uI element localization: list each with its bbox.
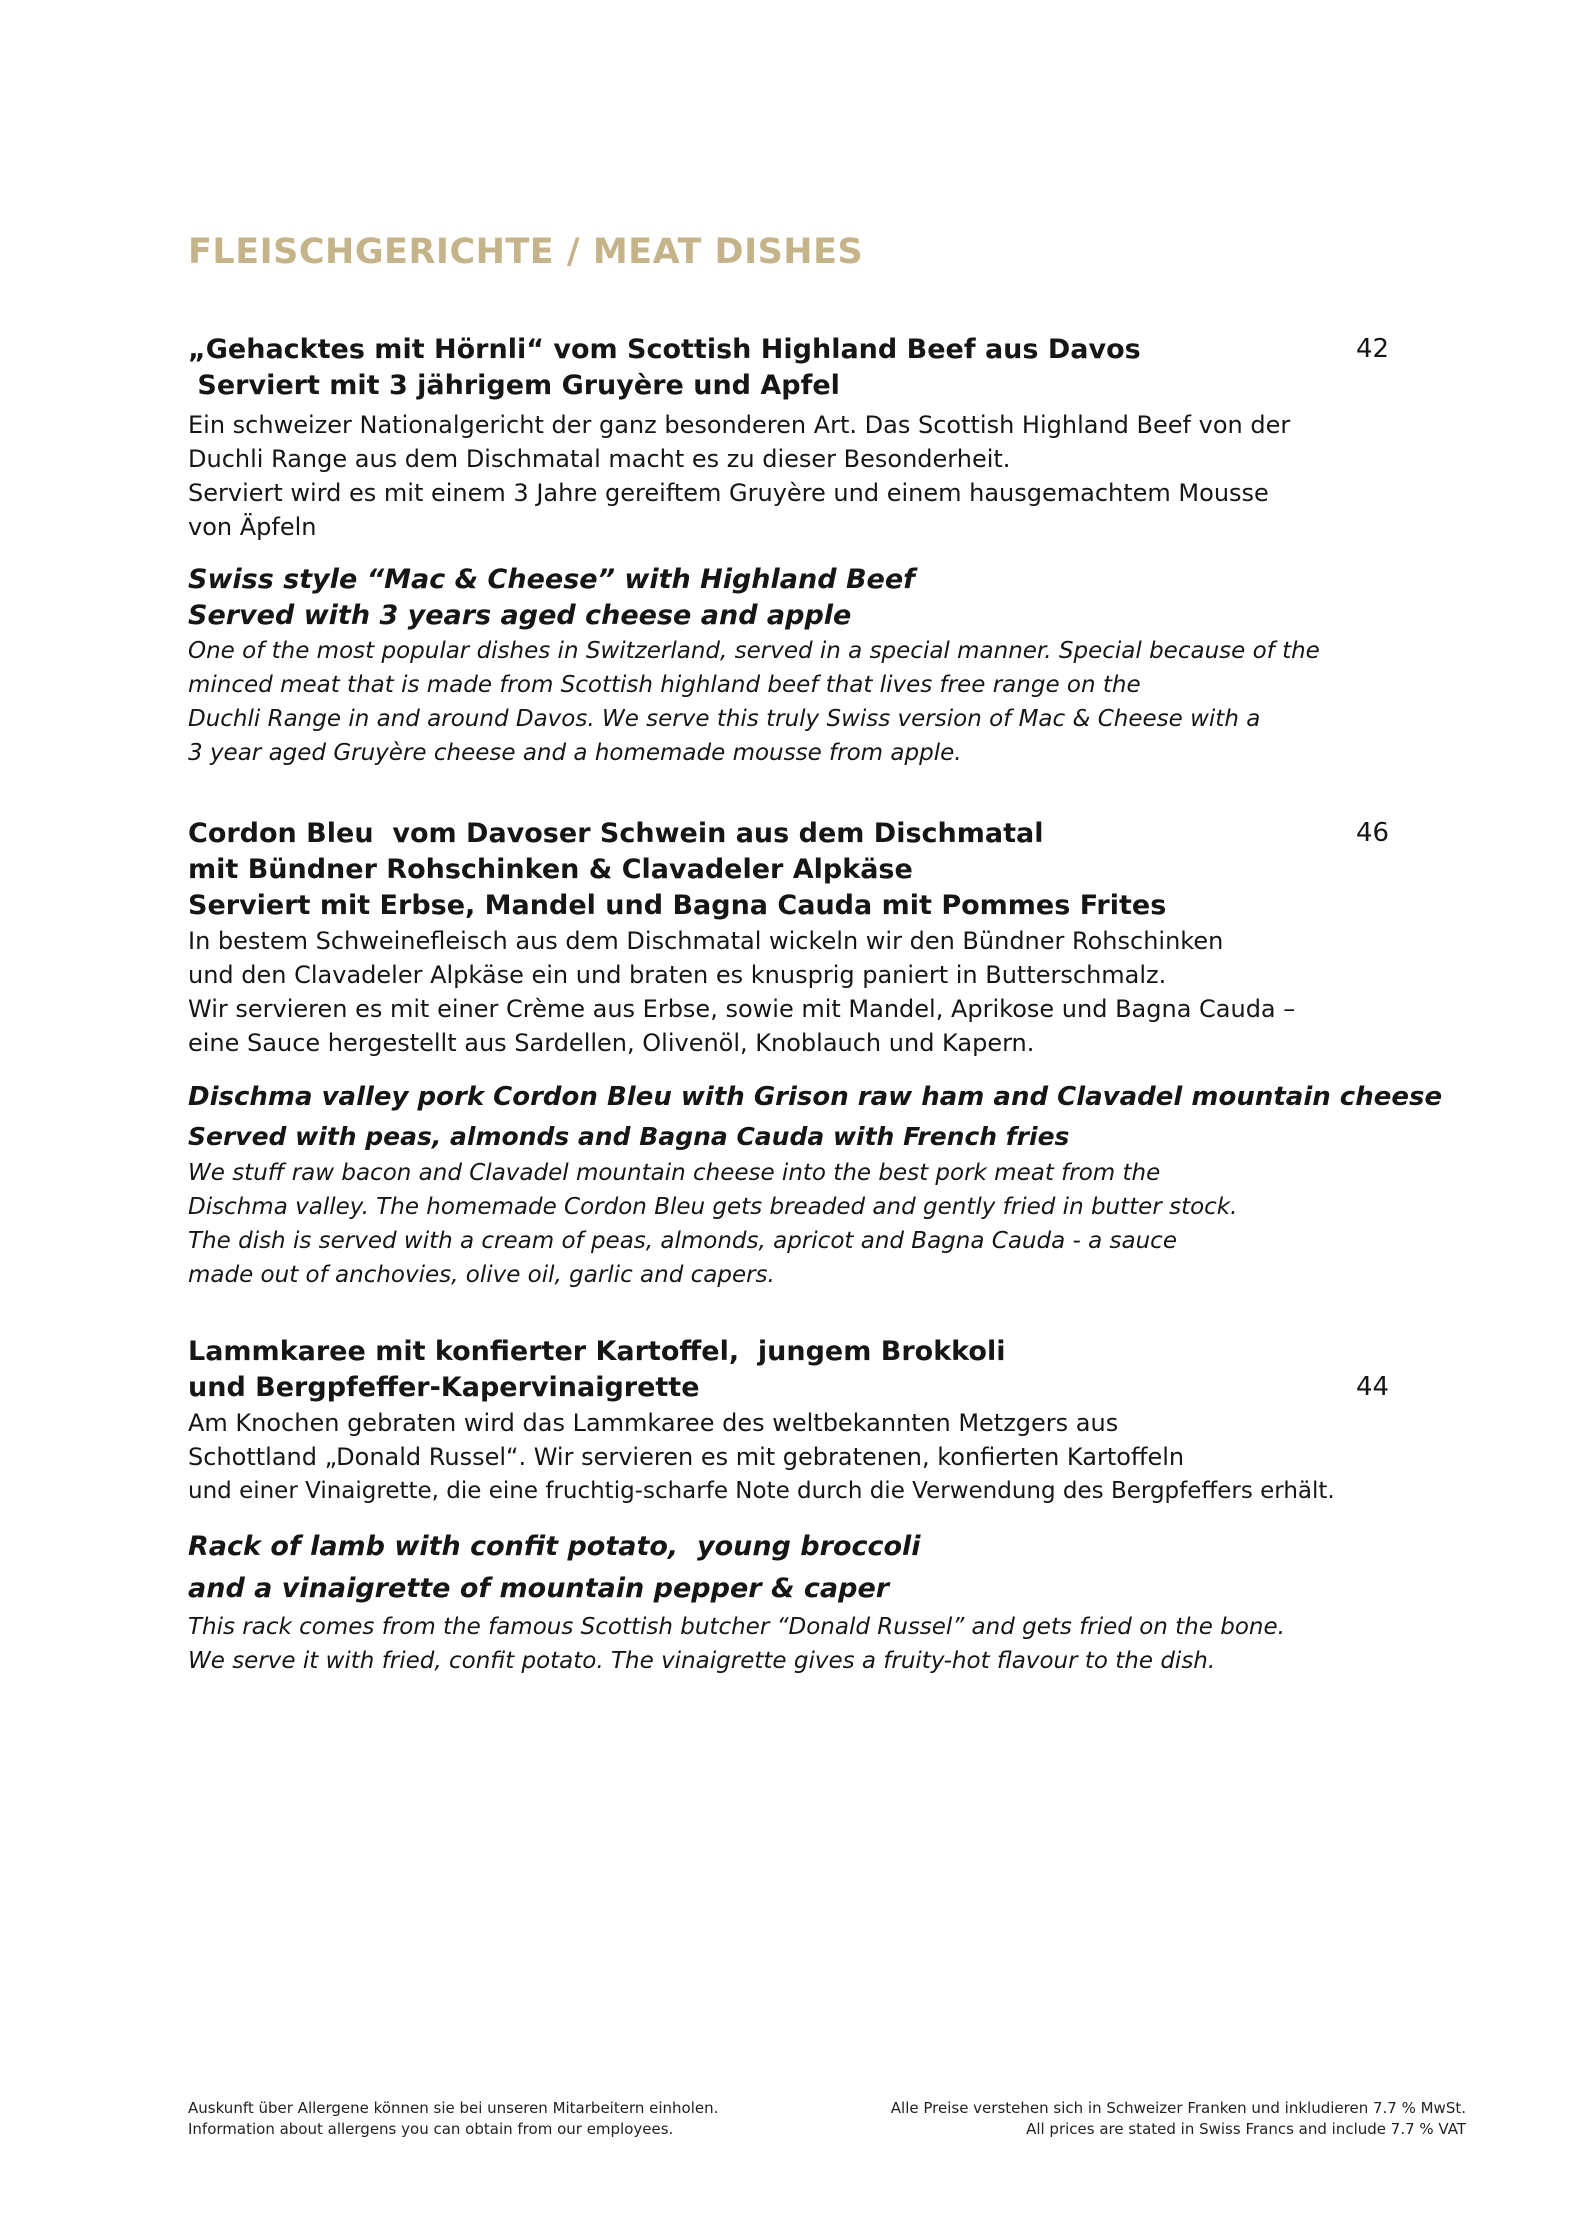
desc-line: Duchli Range in and around Davos. We serve this truly Swiss version of Mac & Cheese with a: [188, 706, 1261, 732]
item-description-en: [188, 634, 1408, 770]
desc-line: 3 year aged Gruyère cheese and a homemade mousse from apple.: [188, 740, 962, 766]
footer-allergen-note: [188, 2098, 718, 2140]
title-line: Rack of lamb with confit potato, young broccoli: [188, 1531, 921, 1562]
footer-line: All prices are stated in Swiss Francs and include 7.7 % VAT: [1026, 2120, 1466, 2138]
title-line: „Gehacktes mit Hörnli“ vom Scottish Highland Beef aus Davos: [188, 334, 1141, 365]
item-title-de: [188, 332, 1408, 404]
title-line: Serviert mit 3 jährigem Gruyère und Apfel: [188, 370, 840, 401]
desc-line: minced meat that is made from Scottish highland beef that lives free range on the: [188, 672, 1141, 698]
desc-line: In bestem Schweinefleisch aus dem Dischmatal wickeln wir den Bündner Rohschinken: [188, 927, 1224, 955]
item-description-en: [188, 1610, 1408, 1678]
menu-item-cordon-bleu: [188, 816, 1443, 1292]
footer-price-note: [891, 2098, 1466, 2140]
item-description-de: [188, 408, 1408, 544]
item-title-en: [188, 1076, 1443, 1156]
desc-line: Dischma valley. The homemade Cordon Bleu gets breaded and gently fried in butter stock.: [188, 1194, 1238, 1220]
menu-item-lammkaree: [188, 1334, 1408, 1678]
title-line: Swiss style “Mac & Cheese” with Highland Beef: [188, 564, 915, 595]
desc-line: One of the most popular dishes in Switzerland, served in a special manner. Special because of the: [188, 638, 1320, 664]
desc-line: Wir servieren es mit einer Crème aus Erbse, sowie mit Mandel, Aprikose und Bagna Cauda –: [188, 995, 1296, 1023]
desc-line: Ein schweizer Nationalgericht der ganz besonderen Art. Das Scottish Highland Beef von der: [188, 411, 1291, 439]
desc-line: We serve it with fried, confit potato. The vinaigrette gives a fruity-hot flavour to the dish.: [188, 1648, 1216, 1674]
title-line: und Bergpfeffer-Kapervinaigrette: [188, 1372, 700, 1403]
desc-line: made out of anchovies, olive oil, garlic and capers.: [188, 1262, 775, 1288]
title-line: Serviert mit Erbse, Mandel und Bagna Cauda mit Pommes Frites: [188, 890, 1167, 921]
item-price: 42: [1356, 334, 1390, 364]
title-line: Served with peas, almonds and Bagna Cauda with French fries: [188, 1122, 1070, 1151]
desc-line: Duchli Range aus dem Dischmatal macht es zu dieser Besonderheit.: [188, 445, 1011, 473]
item-title-de: [188, 816, 1408, 924]
desc-line: Am Knochen gebraten wird das Lammkaree des weltbekannten Metzgers aus: [188, 1409, 1119, 1437]
desc-line: We stuff raw bacon and Clavadel mountain cheese into the best pork meat from the: [188, 1160, 1161, 1186]
item-title-en: [188, 562, 1408, 634]
item-price: 44: [1356, 1372, 1390, 1402]
desc-line: The dish is served with a cream of peas, almonds, apricot and Bagna Cauda - a sauce: [188, 1228, 1177, 1254]
title-line: and a vinaigrette of mountain pepper & caper: [188, 1573, 890, 1604]
title-line: Cordon Bleu vom Davoser Schwein aus dem Dischmatal: [188, 818, 1044, 849]
title-line: mit Bündner Rohschinken & Clavadeler Alpkäse: [188, 854, 913, 885]
section-heading: FLEISCHGERICHTE / MEAT DISHES: [188, 232, 864, 272]
title-line: Served with 3 years aged cheese and apple: [188, 600, 852, 631]
item-price: 46: [1356, 818, 1390, 848]
footer-line: Alle Preise verstehen sich in Schweizer Franken und inkludieren 7.7 % MwSt.: [890, 2099, 1466, 2117]
desc-line: eine Sauce hergestellt aus Sardellen, Olivenöl, Knoblauch und Kapern.: [188, 1029, 1035, 1057]
title-line: Dischma valley pork Cordon Bleu with Grison raw ham and Clavadel mountain cheese: [188, 1082, 1443, 1112]
item-description-de: [188, 1406, 1408, 1508]
item-title-en: [188, 1526, 1408, 1610]
desc-line: This rack comes from the famous Scottish butcher “Donald Russel” and gets fried on the bone.: [188, 1614, 1285, 1640]
title-line: Lammkaree mit konfierter Kartoffel, jungem Brokkoli: [188, 1336, 1006, 1367]
footer-line: Auskunft über Allergene können sie bei unseren Mitarbeitern einholen.: [188, 2099, 719, 2117]
item-title-de: [188, 1334, 1408, 1406]
footer-line: Information about allergens you can obtain from our employees.: [188, 2120, 674, 2138]
item-description-de: [188, 924, 1408, 1060]
desc-line: von Äpfeln: [188, 513, 317, 541]
desc-line: und den Clavadeler Alpkäse ein und braten es knusprig paniert in Butterschmalz.: [188, 961, 1167, 989]
desc-line: Schottland „Donald Russel“. Wir servieren es mit gebratenen, konfierten Kartoffeln: [188, 1443, 1185, 1471]
desc-line: und einer Vinaigrette, die eine fruchtig-scharfe Note durch die Verwendung des Bergpfeffers erhält.: [188, 1478, 1335, 1504]
item-description-en: [188, 1156, 1408, 1292]
desc-line: Serviert wird es mit einem 3 Jahre gereiftem Gruyère und einem hausgemachtem Mousse: [188, 479, 1269, 507]
menu-item-gehacktes: [188, 332, 1408, 770]
